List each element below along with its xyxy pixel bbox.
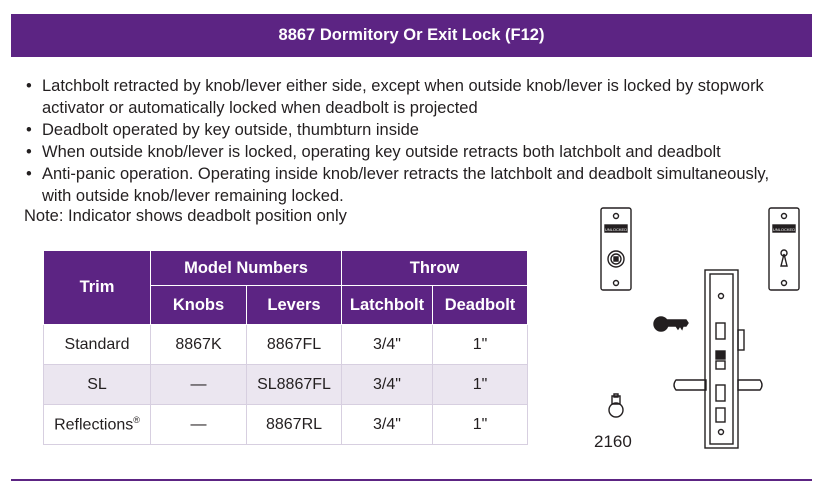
table-header-row xyxy=(44,251,528,286)
deadbolt-cell: 1" xyxy=(433,325,528,365)
key-icon xyxy=(654,317,688,331)
knobs-cell: — xyxy=(151,365,247,405)
feature-item: • Latchbolt retracted by knob/lever either side, except when outside knob/lever is locked by stopwork activator or automatically locked when deadbolt is projected xyxy=(24,75,784,119)
latchbolt-cell: 3/4" xyxy=(342,405,433,445)
latchbolt-cell: 3/4" xyxy=(342,325,433,365)
indicator-text: UNLOCKED xyxy=(772,227,796,232)
cylinder-icon xyxy=(609,394,623,417)
feature-item: • Deadbolt operated by key outside, thumbturn inside xyxy=(24,119,784,141)
trim-name: Reflections xyxy=(54,416,134,434)
model-table xyxy=(43,250,528,445)
feature-list xyxy=(24,75,784,207)
registered-mark: ® xyxy=(133,414,140,425)
deadbolt-cell: 1" xyxy=(433,365,528,405)
table-row xyxy=(44,405,528,445)
note-text: Note: Indicator shows deadbolt position only xyxy=(24,207,347,225)
model-numbers-header: Model Numbers xyxy=(151,251,342,286)
deadbolt-cell: 1" xyxy=(433,405,528,445)
indicator-text: UNLOCKED xyxy=(604,227,628,232)
feature-item: • Anti-panic operation. Operating inside knob/lever retracts the latchbolt and deadbolt simultaneously, with outside knob/lever remaining locked. xyxy=(24,163,784,207)
feature-item: • When outside knob/lever is locked, operating key outside retracts both latchbolt and deadbolt xyxy=(24,141,784,163)
trim-header: Trim xyxy=(44,251,151,325)
knobs-header: Knobs xyxy=(151,286,247,325)
section-title: 8867 Dormitory Or Exit Lock (F12) xyxy=(278,26,545,44)
knobs-cell: — xyxy=(151,405,247,445)
inside-escutcheon-icon xyxy=(769,208,799,290)
throw-header: Throw xyxy=(342,251,528,286)
latchbolt-cell: 3/4" xyxy=(342,365,433,405)
outside-escutcheon-icon xyxy=(601,208,631,290)
knobs-cell: 8867K xyxy=(151,325,247,365)
lock-illustration xyxy=(580,198,812,466)
latchbolt-header: Latchbolt xyxy=(342,286,433,325)
trim-cell: SL xyxy=(44,365,151,405)
mortise-lock-icon xyxy=(674,270,762,448)
levers-cell: 8867RL xyxy=(247,405,342,445)
table-row xyxy=(44,325,528,365)
levers-cell: 8867FL xyxy=(247,325,342,365)
trim-cell xyxy=(44,405,151,445)
deadbolt-header: Deadbolt xyxy=(433,286,528,325)
cylinder-label: 2160 xyxy=(594,432,632,451)
bottom-divider xyxy=(11,479,812,481)
levers-header: Levers xyxy=(247,286,342,325)
trim-cell: Standard xyxy=(44,325,151,365)
section-header xyxy=(11,14,812,57)
table-row xyxy=(44,365,528,405)
levers-cell: SL8867FL xyxy=(247,365,342,405)
